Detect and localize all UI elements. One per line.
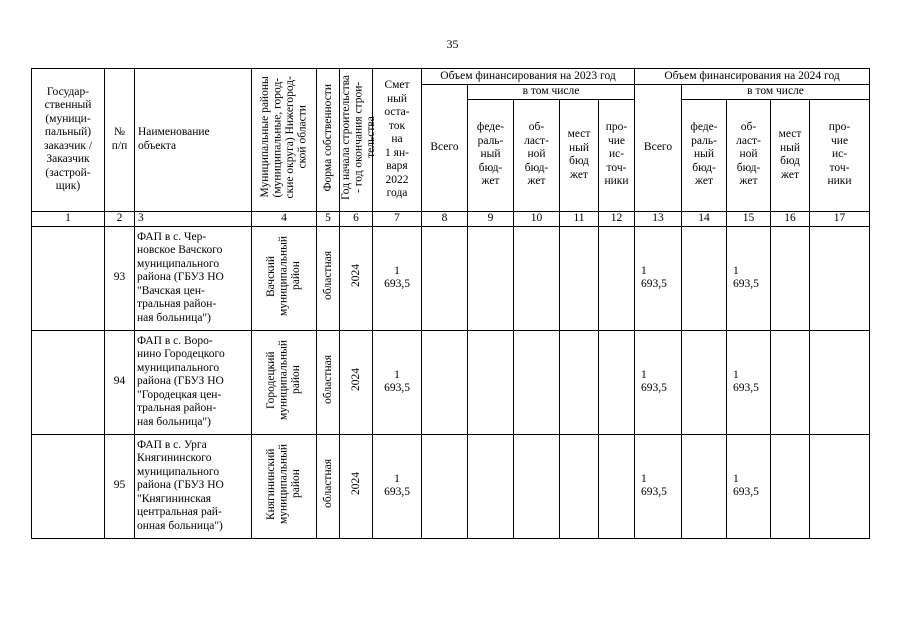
cell-federal-2024 <box>682 330 727 434</box>
cell-federal-2023 <box>468 434 514 538</box>
col-num: 3 <box>135 211 252 226</box>
header-federal-2023: феде- раль- ный бюд- жет <box>468 99 514 211</box>
col-num: 15 <box>727 211 771 226</box>
header-districts: Муниципальные районы (муниципальные, город- ские округа) Нижегород- ской области <box>252 69 317 212</box>
cell-estimate: 1 693,5 <box>373 226 422 330</box>
cell-object-name: ФАП в с. Воро- нино Городецкого муниципального района (ГБУЗ НО "Городецкая цен- тральная район- ная больница") <box>135 330 252 434</box>
cell-regional-2023 <box>514 226 560 330</box>
cell-total-2024: 1 693,5 <box>635 226 682 330</box>
header-years: Год начала строительства - год окончания строи- тельства <box>340 69 373 212</box>
cell-federal-2024 <box>682 434 727 538</box>
cell-regional-2024: 1 693,5 <box>727 330 771 434</box>
cell-federal-2024 <box>682 226 727 330</box>
cell-regional-2024: 1 693,5 <box>727 434 771 538</box>
header-local-2024: мест ный бюд жет <box>771 99 810 211</box>
col-num: 4 <box>252 211 317 226</box>
col-num: 17 <box>810 211 870 226</box>
col-num: 13 <box>635 211 682 226</box>
col-num: 12 <box>599 211 635 226</box>
cell-ownership: областная <box>317 330 340 434</box>
cell-district: Городецкий муниципальный район <box>252 330 317 434</box>
cell-other-2024 <box>810 330 870 434</box>
header-num: № п/п <box>105 69 135 212</box>
financing-table <box>31 68 870 539</box>
cell-years: 2024 <box>340 330 373 434</box>
cell-num: 94 <box>105 330 135 434</box>
col-num: 6 <box>340 211 373 226</box>
cell-total-2024: 1 693,5 <box>635 330 682 434</box>
cell-other-2023 <box>599 226 635 330</box>
col-num: 16 <box>771 211 810 226</box>
header-including-2024: в том числе <box>682 85 870 100</box>
header-including-2023: в том числе <box>468 85 635 100</box>
cell-total-2023 <box>422 226 468 330</box>
cell-other-2023 <box>599 434 635 538</box>
header-regional-2023: об- ласт- ной бюд- жет <box>514 99 560 211</box>
cell-district: Княгининский муниципальный район <box>252 434 317 538</box>
header-other-2024: про- чие ис- точ- ники <box>810 99 870 211</box>
cell-object-name: ФАП в с. Урга Княгининского муниципального района (ГБУЗ НО "Княгининская центральная рай- онная больница") <box>135 434 252 538</box>
cell-local-2024 <box>771 226 810 330</box>
cell-regional-2023 <box>514 330 560 434</box>
header-ownership: Форма собственности <box>317 69 340 212</box>
header-name: Наименование объекта <box>135 69 252 212</box>
cell-local-2023 <box>560 434 599 538</box>
header-fin-2024: Объем финансирования на 2024 год <box>635 69 870 85</box>
header-total-2024: Всего <box>635 85 682 212</box>
cell-num: 93 <box>105 226 135 330</box>
header-local-2023: мест ный бюд жет <box>560 99 599 211</box>
col-num: 14 <box>682 211 727 226</box>
cell-local-2023 <box>560 226 599 330</box>
cell-other-2024 <box>810 226 870 330</box>
cell-other-2023 <box>599 330 635 434</box>
cell-total-2023 <box>422 330 468 434</box>
cell-ownership: областная <box>317 226 340 330</box>
cell-district: Вачский муниципальный район <box>252 226 317 330</box>
header-other-2023: про- чие ис- точ- ники <box>599 99 635 211</box>
col-num: 10 <box>514 211 560 226</box>
cell-ownership: областная <box>317 434 340 538</box>
cell-object-name: ФАП в с. Чер- новское Вачского муниципального района (ГБУЗ НО "Вачская цен- тральная район- ная больница") <box>135 226 252 330</box>
header-estimate: Смет ный оста- ток на 1 ян- варя 2022 года <box>373 69 422 212</box>
table-row <box>32 226 870 330</box>
col-num: 2 <box>105 211 135 226</box>
header-customer: Государ- ственный (муници- пальный) заказчик / Заказчик (застрой- щик) <box>32 69 105 212</box>
column-number-row <box>32 211 870 226</box>
cell-num: 95 <box>105 434 135 538</box>
cell-other-2024 <box>810 434 870 538</box>
col-num: 9 <box>468 211 514 226</box>
cell-local-2024 <box>771 434 810 538</box>
cell-regional-2024: 1 693,5 <box>727 226 771 330</box>
table-row <box>32 330 870 434</box>
col-num: 11 <box>560 211 599 226</box>
cell-years: 2024 <box>340 434 373 538</box>
header-fin-2023: Объем финансирования на 2023 год <box>422 69 635 85</box>
cell-customer <box>32 330 105 434</box>
cell-customer <box>32 434 105 538</box>
cell-federal-2023 <box>468 330 514 434</box>
cell-federal-2023 <box>468 226 514 330</box>
cell-years: 2024 <box>340 226 373 330</box>
col-num: 7 <box>373 211 422 226</box>
header-federal-2024: феде- раль- ный бюд- жет <box>682 99 727 211</box>
col-num: 8 <box>422 211 468 226</box>
col-num: 5 <box>317 211 340 226</box>
page-number: 35 <box>446 37 459 51</box>
cell-customer <box>32 226 105 330</box>
cell-local-2023 <box>560 330 599 434</box>
table-row <box>32 434 870 538</box>
cell-total-2023 <box>422 434 468 538</box>
col-num: 1 <box>32 211 105 226</box>
cell-estimate: 1 693,5 <box>373 330 422 434</box>
header-total-2023: Всего <box>422 85 468 212</box>
cell-regional-2023 <box>514 434 560 538</box>
header-regional-2024: об- ласт- ной бюд- жет <box>727 99 771 211</box>
cell-estimate: 1 693,5 <box>373 434 422 538</box>
cell-total-2024: 1 693,5 <box>635 434 682 538</box>
cell-local-2024 <box>771 330 810 434</box>
